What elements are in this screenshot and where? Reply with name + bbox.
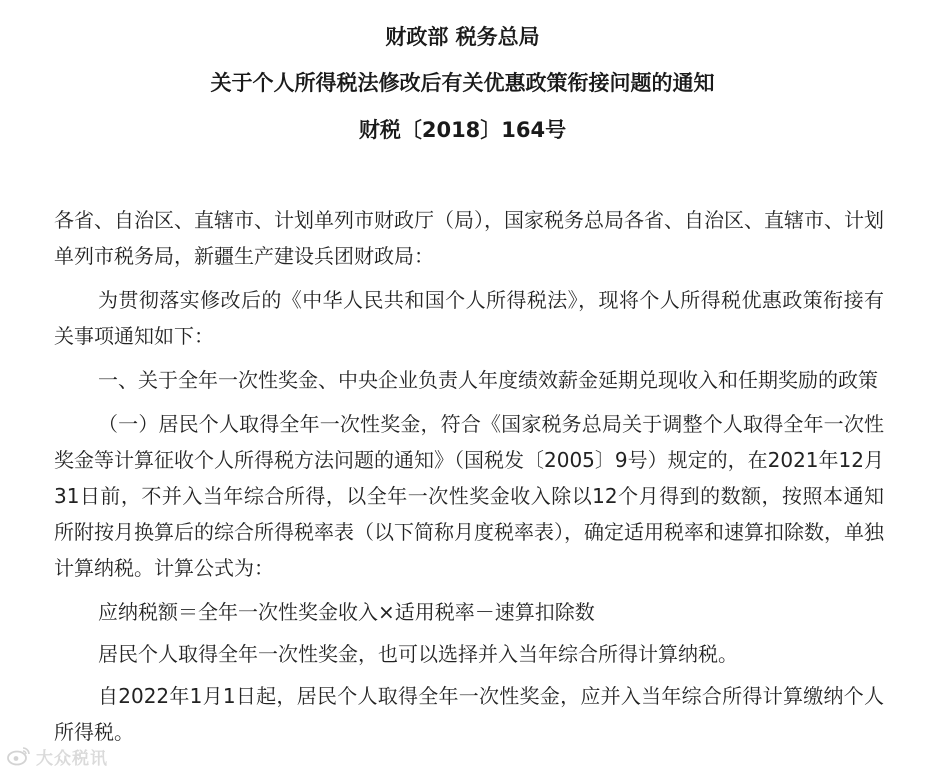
- weibo-logo-icon: [6, 745, 32, 767]
- watermark-text: 大众税讯: [36, 748, 108, 769]
- option-paragraph: 居民个人取得全年一次性奖金，也可以选择并入当年综合所得计算纳税。: [98, 642, 738, 666]
- section-one-heading: 一、关于全年一次性奖金、中央企业负责人年度绩效薪金延期兑现收入和任期奖励的政策: [98, 368, 878, 392]
- item-one-paragraph: （一）居民个人取得全年一次性奖金，符合《国家税务总局关于调整个人取得全年一次性奖金等计算征收个人所得税方法问题的通知》（国税发〔2005〕9号）规定的，在2021年12月31日前，不并入当年综合所得，以全年一次性奖金收入除以12个月得到的数额，按照本通知所附按月换算后的综合所得税率表（以下简称月度税率表），确定适用税率和速算扣除数，单独计算纳税。计算公式为：: [54, 412, 884, 580]
- formula-paragraph: 应纳税额＝全年一次性奖金收入×适用税率－速算扣除数: [98, 600, 595, 624]
- issuer-heading: 财政部 税务总局: [385, 25, 540, 49]
- watermark: [6, 742, 108, 770]
- document-number: 财税〔2018〕164号: [358, 118, 567, 142]
- intro-paragraph: 为贯彻落实修改后的《中华人民共和国个人所得税法》，现将个人所得税优惠政策衔接有关事项通知如下：: [54, 288, 884, 348]
- addressee-paragraph: 各省、自治区、直辖市、计划单列市财政厅（局），国家税务总局各省、自治区、直辖市、计划单列市税务局，新疆生产建设兵团财政局：: [54, 208, 884, 268]
- notice-title: 关于个人所得税法修改后有关优惠政策衔接问题的通知: [210, 71, 715, 95]
- from-2022-paragraph: 自2022年1月1日起，居民个人取得全年一次性奖金，应并入当年综合所得计算缴纳个人所得税。: [54, 684, 884, 744]
- document-body: [54, 202, 884, 758]
